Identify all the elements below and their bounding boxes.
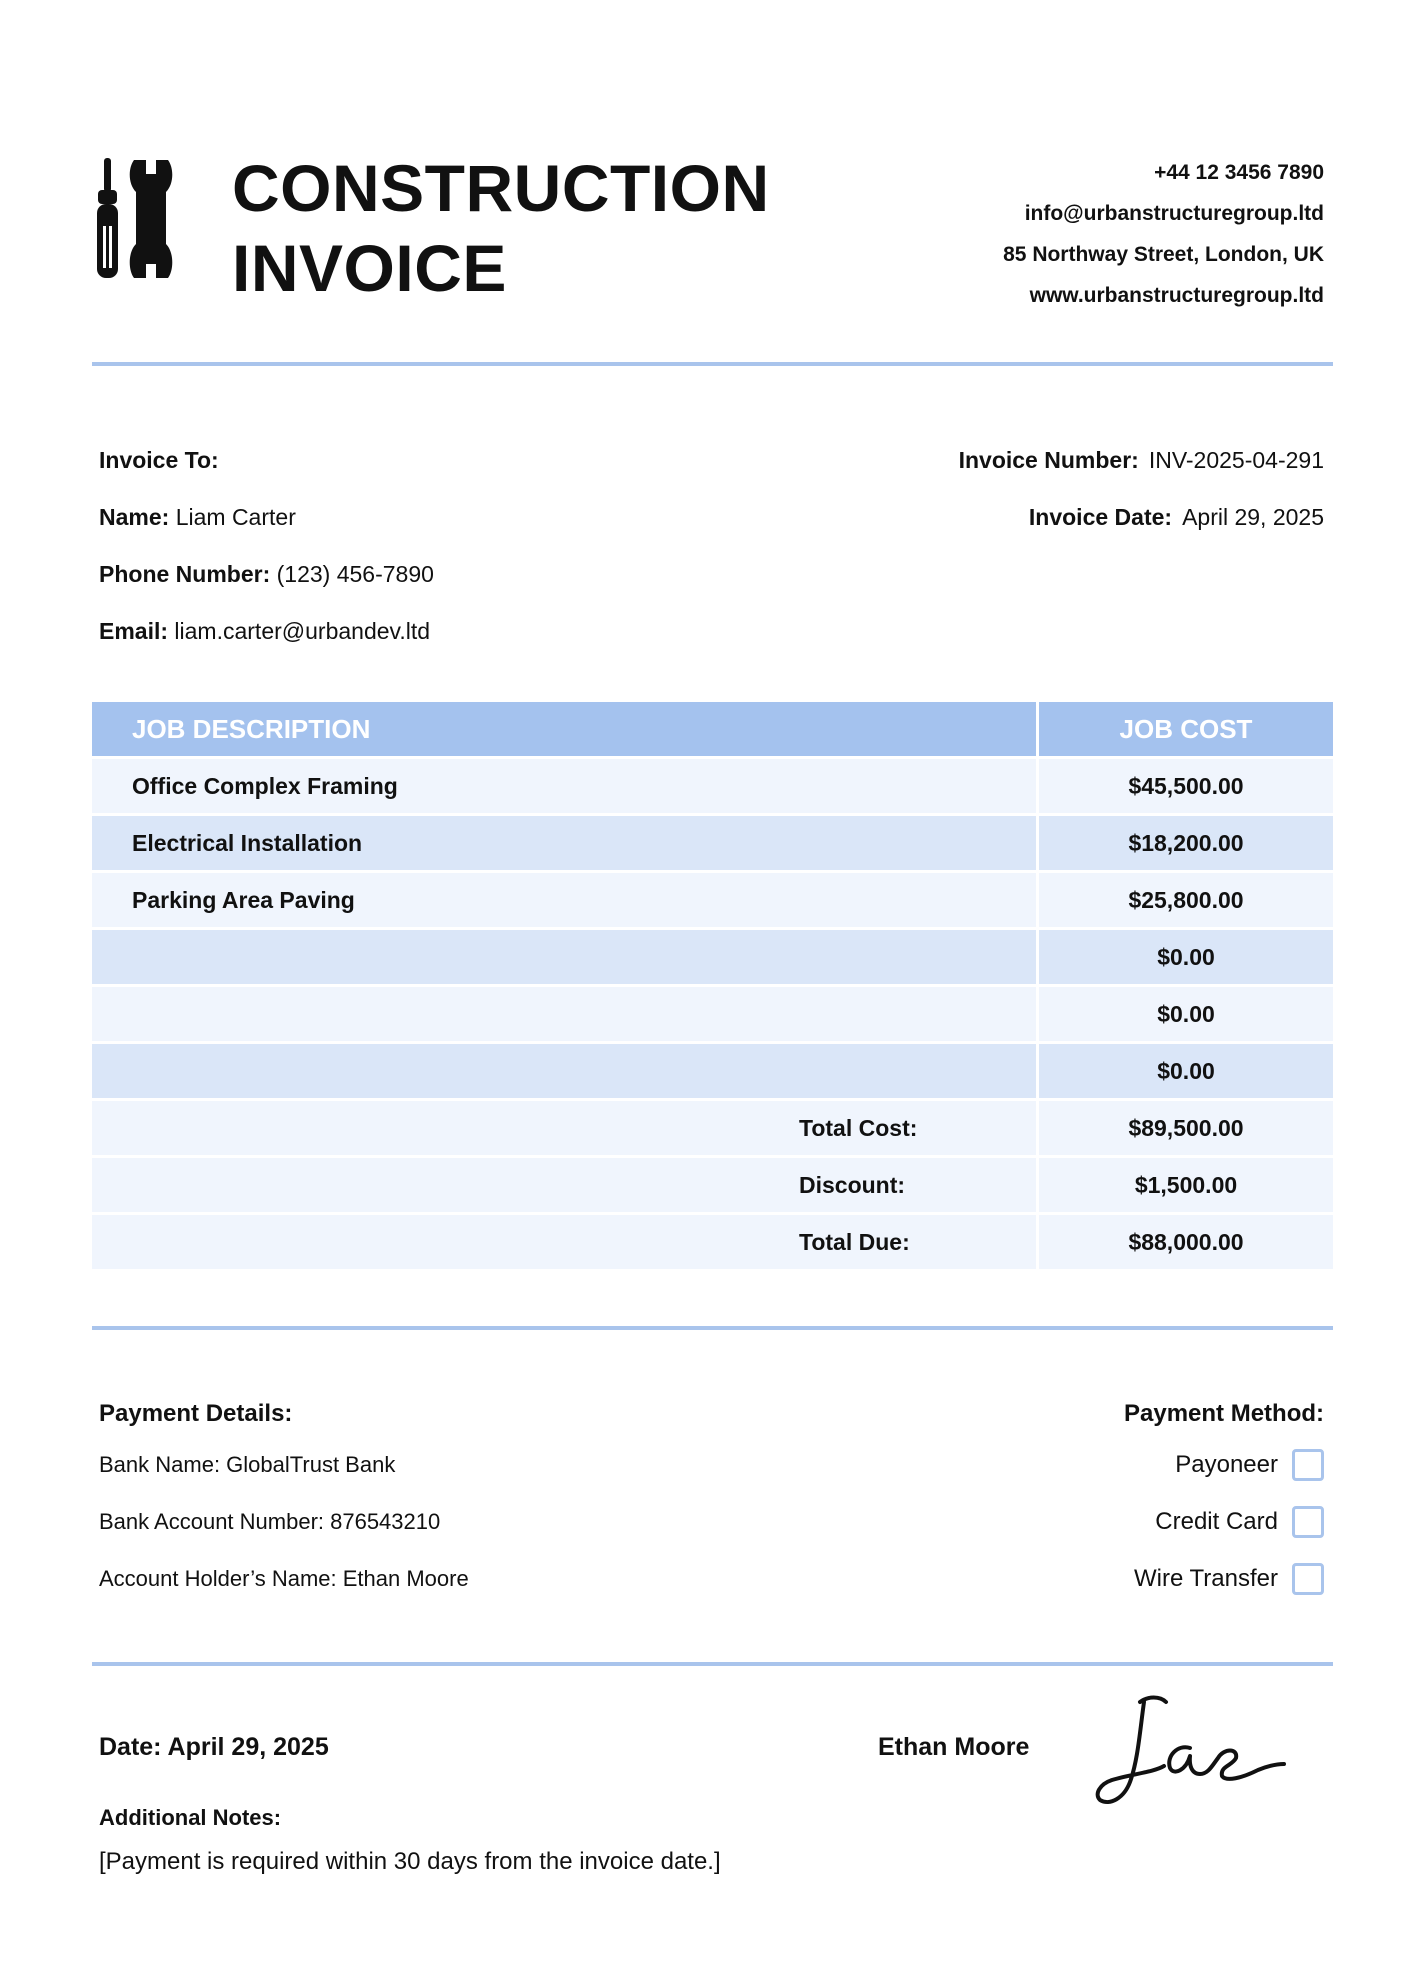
client-name: Liam Carter [175,504,296,530]
job-description: Office Complex Framing [92,759,1036,813]
client-email: liam.carter@urbandev.ltd [174,618,431,644]
total-due-row [92,1215,1333,1269]
job-cost: $0.00 [1039,1044,1333,1098]
invoice-number-label: Invoice Number: [958,447,1139,473]
signature-image [1092,1690,1292,1810]
divider-top [92,362,1333,366]
table-row [92,873,1333,927]
method-label: Wire Transfer [1133,1564,1278,1592]
total-due-value: $88,000.00 [1039,1215,1333,1269]
header-job-description: JOB DESCRIPTION [92,702,1036,756]
company-contact [1003,152,1324,316]
signature-date: Date: April 29, 2025 [99,1733,329,1761]
job-cost: $0.00 [1039,987,1333,1041]
job-description [92,1044,1036,1098]
credit-card-checkbox[interactable] [1292,1506,1324,1538]
header-job-cost: JOB COST [1039,702,1333,756]
title-line-2: INVOICE [232,231,507,305]
discount-row [92,1158,1333,1212]
additional-notes-title: Additional Notes: [99,1805,282,1830]
bank-name: Bank Name: GlobalTrust Bank [99,1452,396,1477]
title-line-1: CONSTRUCTION [232,151,770,225]
job-description [92,930,1036,984]
total-due-label: Total Due: [92,1215,1036,1269]
table-row [92,816,1333,870]
divider-middle [92,1326,1333,1330]
method-payoneer[interactable] [1124,1436,1324,1493]
discount-value: $1,500.00 [1039,1158,1333,1212]
table-row [92,930,1333,984]
client-email-row [99,603,434,660]
invoice-to [99,432,434,660]
bank-account-number: Bank Account Number: 876543210 [99,1509,441,1534]
table-row [92,759,1333,813]
table-row [92,987,1333,1041]
payoneer-checkbox[interactable] [1292,1449,1324,1481]
total-cost-row [92,1101,1333,1155]
job-description: Electrical Installation [92,816,1036,870]
client-email-label: Email: [99,618,169,644]
payment-method-title: Payment Method: [1123,1400,1324,1427]
discount-label: Discount: [92,1158,1036,1212]
total-cost-label: Total Cost: [92,1101,1036,1155]
job-table [92,702,1333,1272]
client-phone: (123) 456-7890 [276,561,434,587]
invoice-number-row [959,432,1324,489]
method-label: Credit Card [1155,1507,1278,1535]
job-cost: $45,500.00 [1039,759,1333,813]
screwdriver-wrench-icon [94,158,184,280]
total-cost-value: $89,500.00 [1039,1101,1333,1155]
page-title [232,148,770,308]
job-cost: $25,800.00 [1039,873,1333,927]
client-phone-row [99,546,434,603]
signer-name: Ethan Moore [878,1733,1030,1761]
company-website: www.urbanstructuregroup.ltd [1029,284,1324,307]
method-credit-card[interactable] [1124,1493,1324,1550]
job-cost: $18,200.00 [1039,816,1333,870]
payment-method [1124,1392,1324,1607]
invoice-to-heading: Invoice To: [99,447,219,473]
client-name-row [99,489,434,546]
invoice-number: INV-2025-04-291 [1148,447,1324,473]
wire-transfer-checkbox[interactable] [1292,1563,1324,1595]
payment-details-title: Payment Details: [99,1400,293,1427]
divider-bottom [92,1662,1333,1666]
job-cost: $0.00 [1039,930,1333,984]
method-wire-transfer[interactable] [1124,1550,1324,1607]
invoice-date: April 29, 2025 [1182,504,1324,530]
company-email: info@urbanstructuregroup.ltd [1024,202,1324,225]
job-description: Parking Area Paving [92,873,1036,927]
table-row [92,1044,1333,1098]
table-header [92,702,1333,756]
company-phone: +44 12 3456 7890 [1154,161,1324,184]
invoice-date-label: Invoice Date: [1028,504,1173,530]
company-address: 85 Northway Street, London, UK [1003,243,1324,266]
client-name-label: Name: [99,504,170,530]
additional-notes: [Payment is required within 30 days from the invoice date.] [99,1848,721,1875]
method-label: Payoneer [1175,1450,1278,1478]
payment-details [99,1392,469,1607]
account-holder: Account Holder’s Name: Ethan Moore [99,1566,469,1591]
invoice-meta [959,432,1324,546]
invoice-date-row [959,489,1324,546]
client-phone-label: Phone Number: [99,561,271,587]
job-description [92,987,1036,1041]
